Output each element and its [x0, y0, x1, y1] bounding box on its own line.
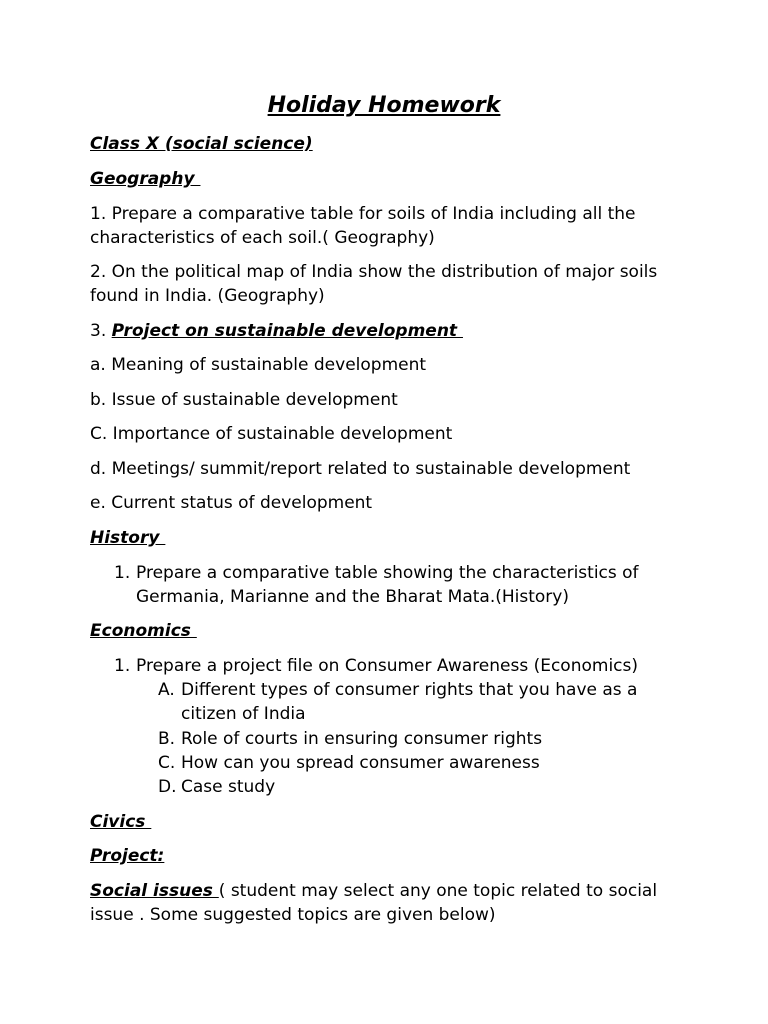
- sustainable-sub-b: b. Issue of sustainable development: [90, 390, 398, 410]
- economics-sub-c: [158, 751, 698, 775]
- document-title: Holiday Homework: [267, 93, 501, 118]
- economics-item-1-number: 1.: [114, 656, 131, 676]
- economics-sub-a-line-2: citizen of India: [181, 704, 306, 724]
- economics-sub-c-text: How can you spread consumer awareness: [181, 753, 540, 773]
- sustainable-sub-d: d. Meetings/ summit/report related to sustainable development: [90, 459, 631, 479]
- economics-sub-c-letter: C.: [158, 753, 176, 773]
- economics-sub-b-letter: B.: [158, 729, 176, 749]
- history-item-1-number: 1.: [114, 563, 131, 583]
- social-issues-note: ( student may select any one topic related to social: [218, 881, 658, 901]
- sustainable-sub-a: a. Meaning of sustainable development: [90, 355, 427, 375]
- project-heading: Project:: [90, 846, 165, 866]
- geography-item-1-line-2: characteristics of each soil.( Geography): [90, 228, 435, 248]
- economics-sub-b: [158, 727, 698, 751]
- sustainable-sub-c: C. Importance of sustainable development: [90, 424, 453, 444]
- geography-item-2-line-1: 2. On the political map of India show the distribution of major soils: [90, 262, 658, 282]
- economics-sub-d-text: Case study: [181, 777, 276, 797]
- social-issues-heading: Social issues: [90, 881, 219, 901]
- geography-item-2-line-2: found in India. (Geography): [90, 286, 325, 306]
- social-issues-line-1: [90, 879, 690, 903]
- civics-heading: Civics: [90, 812, 152, 832]
- social-issues-line-2: issue . Some suggested topics are given below): [90, 905, 496, 925]
- geography-item-1-line-1: 1. Prepare a comparative table for soils of India including all the: [90, 204, 636, 224]
- class-heading: Class X (social science): [90, 134, 313, 154]
- history-item-1-line-2: Germania, Marianne and the Bharat Mata.(History): [136, 587, 569, 607]
- economics-sub-b-text: Role of courts in ensuring consumer rights: [181, 729, 543, 749]
- history-item-1-line-1: Prepare a comparative table showing the characteristics of: [136, 563, 639, 583]
- geography-item-3: [90, 319, 690, 343]
- economics-sub-d-letter: D.: [158, 777, 177, 797]
- economics-item-1: [114, 654, 694, 678]
- economics-sub-a: [158, 678, 698, 726]
- economics-heading: Economics: [90, 621, 197, 641]
- geography-item-3-number: 3.: [90, 321, 112, 341]
- history-heading: History: [90, 528, 166, 548]
- sustainable-development-heading: Project on sustainable development: [111, 321, 463, 341]
- history-item-1: [114, 561, 694, 609]
- geography-heading: Geography: [90, 169, 201, 189]
- sustainable-sub-e: e. Current status of development: [90, 493, 373, 513]
- economics-item-1-text: Prepare a project file on Consumer Awareness (Economics): [136, 656, 639, 676]
- economics-sub-a-line-1: Different types of consumer rights that you have as a: [181, 680, 638, 700]
- economics-sub-d: [158, 775, 698, 799]
- economics-sub-a-letter: A.: [158, 680, 175, 700]
